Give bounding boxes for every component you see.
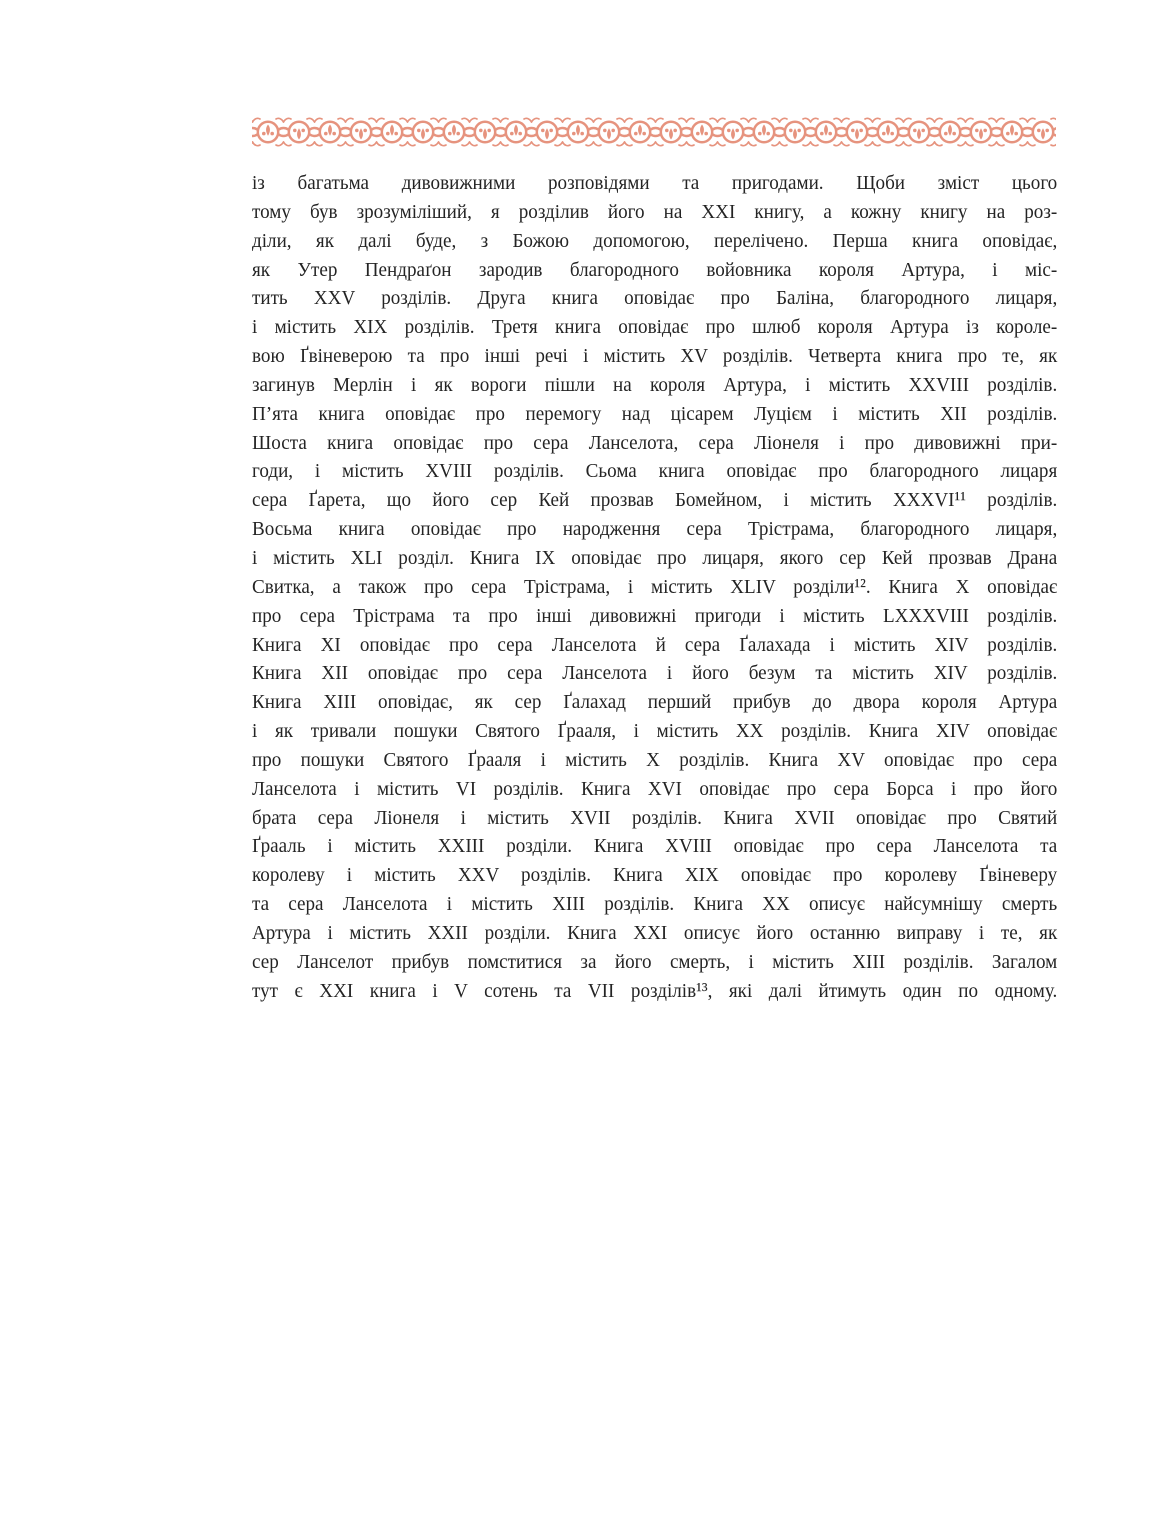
text-line: та сера Ланселота і містить XIII розділів. Книга XX описує найсумнішу смерть <box>252 893 1058 916</box>
text-line: Восьма книга оповідає про народження сера Трістрама, благородного лицаря, <box>252 518 1058 541</box>
text-line: із багатьма дивовижними розповідями та пригодами. Щоби зміст цього <box>252 172 1058 194</box>
text-line: королеву і містить XXV розділів. Книга XIX оповідає про королеву Ґвіневеру <box>252 864 1058 887</box>
text-line: тут є XXI книга і V сотень та VII розділів¹³, які далі йтимуть один по одному. <box>252 979 1058 1002</box>
text-line: Свитка, а також про сера Трістрама, і містить XLIV розділи¹². Книга X оповідає <box>252 575 1058 598</box>
text-line: Ґрааль і містить XXIII розділи. Книга XVIII оповідає про сера Ланселота та <box>252 835 1058 858</box>
text-line: вою Ґвіневерою та про інші речі і містить XV розділів. Четверта книга про те, як <box>252 345 1058 368</box>
text-line: П’ята книга оповідає про перемогу над цісарем Луцієм і містить XII розділів. <box>252 402 1058 425</box>
text-line: тому був зрозуміліший, я розділив його на XXI книгу, а кожну книгу на роз- <box>252 200 1058 223</box>
text-line: сер Ланселот прибув помститися за його смерть, і містить XIII розділів. Загалом <box>252 950 1058 973</box>
text-line: Ланселота і містить VI розділів. Книга XVI оповідає про сера Борса і про його <box>252 777 1058 800</box>
text-line: і містить XIX розділів. Третя книга оповідає про шлюб короля Артура із короле- <box>252 316 1058 339</box>
text-line: Книга XI оповідає про сера Ланселота й сера Ґалахада і містить XIV розділів. <box>252 633 1058 656</box>
text-line: брата сера Ліонеля і містить XVII розділів. Книга XVII оповідає про Святий <box>252 806 1058 829</box>
text-line: діли, як далі буде, з Божою допомогою, перелічено. Перша книга оповідає, <box>252 229 1058 252</box>
text-line: сера Ґарета, що його сер Кей прозвав Бомейном, і містить XXXVI¹¹ розділів. <box>252 489 1058 512</box>
text-line: Шоста книга оповідає про сера Ланселота, сера Ліонеля і про дивовижні при- <box>252 431 1058 454</box>
text-line: Книга XII оповідає про сера Ланселота і його безум та містить XIV розділів. <box>252 662 1058 685</box>
text-line: про сера Трістрама та про інші дивовижні пригоди і містить LXXXVIII розділів. <box>252 604 1058 627</box>
body-text <box>252 169 1057 1005</box>
floral-border-ornament <box>252 114 1056 150</box>
floral-border-svg <box>252 114 1056 150</box>
text-line: Артура і містить XXII розділи. Книга XXI описує його останню виправу і те, як <box>252 921 1058 944</box>
text-line: про пошуки Святого Ґрааля і містить X розділів. Книга XV оповідає про сера <box>252 748 1058 771</box>
text-line: і як тривали пошуки Святого Ґрааля, і містить XX розділів. Книга XIV оповідає <box>252 720 1058 743</box>
text-line: годи, і містить XVIII розділів. Сьома книга оповідає про благородного лицаря <box>252 460 1058 483</box>
text-line: і містить XLI розділ. Книга IX оповідає про лицаря, якого сер Кей прозвав Драна <box>252 546 1058 569</box>
text-line: загинув Мерлін і як вороги пішли на короля Артура, і містить XXVIII розділів. <box>252 373 1058 396</box>
text-line: як Утер Пендраґон зародив благородного войовника короля Артура, і міс- <box>252 258 1058 281</box>
text-line: Книга XIII оповідає, як сер Ґалахад перший прибув до двора короля Артура <box>252 691 1058 714</box>
text-line: тить XXV розділів. Друга книга оповідає про Баліна, благородного лицаря, <box>252 287 1058 310</box>
